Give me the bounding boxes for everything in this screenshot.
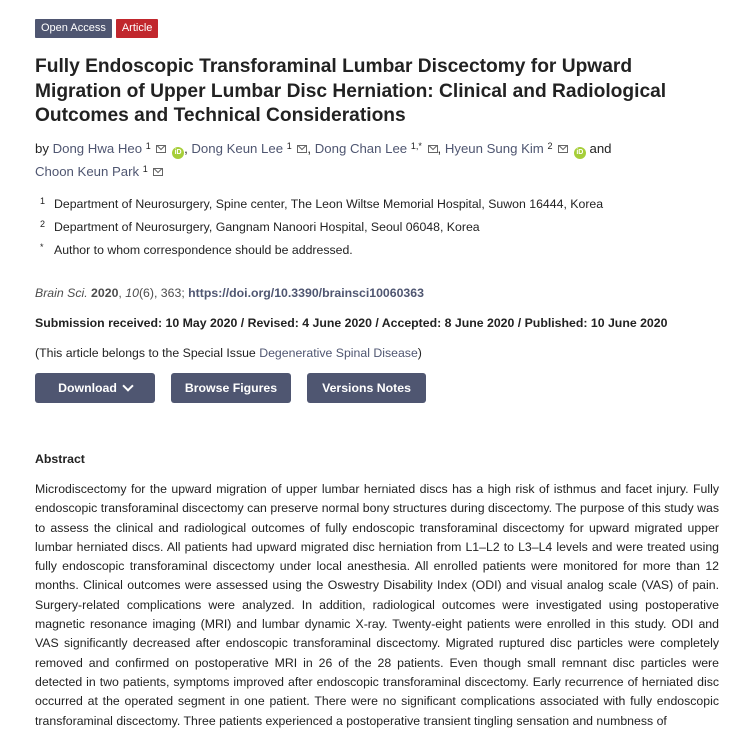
orcid-icon[interactable]: iD: [574, 147, 586, 159]
special-issue-link[interactable]: Degenerative Spinal Disease: [259, 346, 418, 360]
article-type-badge: Article: [116, 19, 159, 38]
citation-issue-page: (6), 363;: [138, 286, 185, 300]
browse-figures-label: Browse Figures: [184, 381, 278, 395]
affiliation-number: *: [40, 242, 44, 252]
chevron-down-icon: [122, 380, 133, 391]
citation-volume: 10: [125, 286, 139, 300]
doi-link[interactable]: https://doi.org/10.3390/brainsci10060363: [188, 286, 424, 300]
email-icon[interactable]: [428, 145, 438, 153]
author-affil-sup: 1,*: [410, 141, 422, 151]
open-access-badge[interactable]: Open Access: [35, 19, 112, 38]
author-affil-sup: 1: [142, 164, 148, 174]
author-link[interactable]: Hyeun Sung Kim: [444, 141, 544, 156]
author-link[interactable]: Dong Hwa Heo: [52, 141, 143, 156]
author-link[interactable]: Dong Keun Lee: [191, 141, 284, 156]
author-link[interactable]: Choon Keun Park: [35, 164, 140, 179]
and-label: and: [589, 141, 612, 156]
submission-dates: Submission received: 10 May 2020 / Revised: 4 June 2020 / Accepted: 8 June 2020 / Published: 10 June 2020: [35, 316, 668, 330]
email-icon[interactable]: [156, 145, 166, 153]
abstract-heading: Abstract: [35, 452, 85, 466]
email-icon[interactable]: [153, 168, 163, 176]
email-icon[interactable]: [558, 145, 568, 153]
by-label: by: [35, 141, 49, 156]
affiliation-text: Department of Neurosurgery, Spine center, The Leon Wiltse Memorial Hospital, Suwon 16444, Korea: [54, 197, 604, 211]
affiliation-text: Department of Neurosurgery, Gangnam Nanoori Hospital, Seoul 06048, Korea: [54, 220, 480, 234]
author-affil-sup: 1: [286, 141, 292, 151]
orcid-icon[interactable]: iD: [172, 147, 184, 159]
special-issue-suffix: ): [417, 346, 422, 360]
citation-year: 2020: [91, 286, 119, 300]
journal-name: Brain Sci.: [35, 286, 88, 300]
affiliation-number: 1: [40, 196, 46, 206]
article-title: Fully Endoscopic Transforaminal Lumbar Discectomy for Upward Migration of Upper Lumbar Disc Herniation: Clinical and Radiological Outcomes and Technical Considerations: [35, 56, 667, 126]
versions-notes-button[interactable]: [307, 373, 426, 403]
special-issue-note: [35, 346, 422, 360]
download-label: Download: [58, 381, 117, 395]
citation-line: Brain Sci. 2020, 10(6), 363; https://doi.org/10.3390/brainsci10060363: [35, 286, 424, 300]
author-link[interactable]: Dong Chan Lee: [314, 141, 408, 156]
affiliation-text: Author to whom correspondence should be addressed.: [54, 243, 353, 257]
badge-row: [35, 19, 158, 38]
affiliation-number: 2: [40, 219, 46, 229]
email-icon[interactable]: [297, 145, 307, 153]
versions-notes-label: Versions Notes: [322, 381, 411, 395]
download-button[interactable]: [35, 373, 155, 403]
special-issue-prefix: (This article belongs to the Special Issue: [35, 346, 260, 360]
author-affil-sup: 1: [145, 141, 151, 151]
author-list: by Dong Hwa Heo $^1$ iD , Dong Keun Lee $^1$ , Dong Chan Lee $^{1,*}$ , Hyeun Sung Kim $^2$ iD and Choon Keun Park $^1$: [35, 141, 612, 179]
abstract-text: Microdiscectomy for the upward migration of upper lumbar herniated discs has a high risk of isthmus and facet injury. Fully endoscopic transforaminal discectomy can preserve normal bony structures during discectomy. The purpose of this study was to assess the clinical and radiological outcomes of fully endoscopic transforaminal discectomy for upward migrated upper lumbar herniated discs. All patients had upward migrated disc herniation from L1–L2 to L3–L4 levels and were treated using fully endoscopic transforaminal discectomy under local anesthesia. All enrolled patients were monitored for more than 12 months. Clinical outcomes were assessed using the Oswestry Disability Index (ODI) and visual analog scale (VAS) of pain. Surgery-related complications were analyzed. In addition, radiological outcomes were investigated using postoperative magnetic resonance imaging (MRI) and lumbar dynamic X-ray. Twenty-eight patients were enrolled in this study. ODI and VAS significantly decreased after endoscopic transforaminal discectomy. Migrated ruptured disc particles were completely removed and confirmed on postoperative MRI in 26 of the 28 patients. Even though small remnant disc particles were detected in two patients, symptoms improved after endoscopic transforaminal discectomy. Early recurrence of herniated disc occurred at the operated segment in one patient. There were no significant complications associated with fully endoscopic transforaminal discectomy. Three patients experienced a postoperative transient tingling sensation and numbness of: [35, 482, 719, 728]
author-affil-sup: 2: [547, 141, 553, 151]
browse-figures-button[interactable]: [171, 373, 291, 403]
